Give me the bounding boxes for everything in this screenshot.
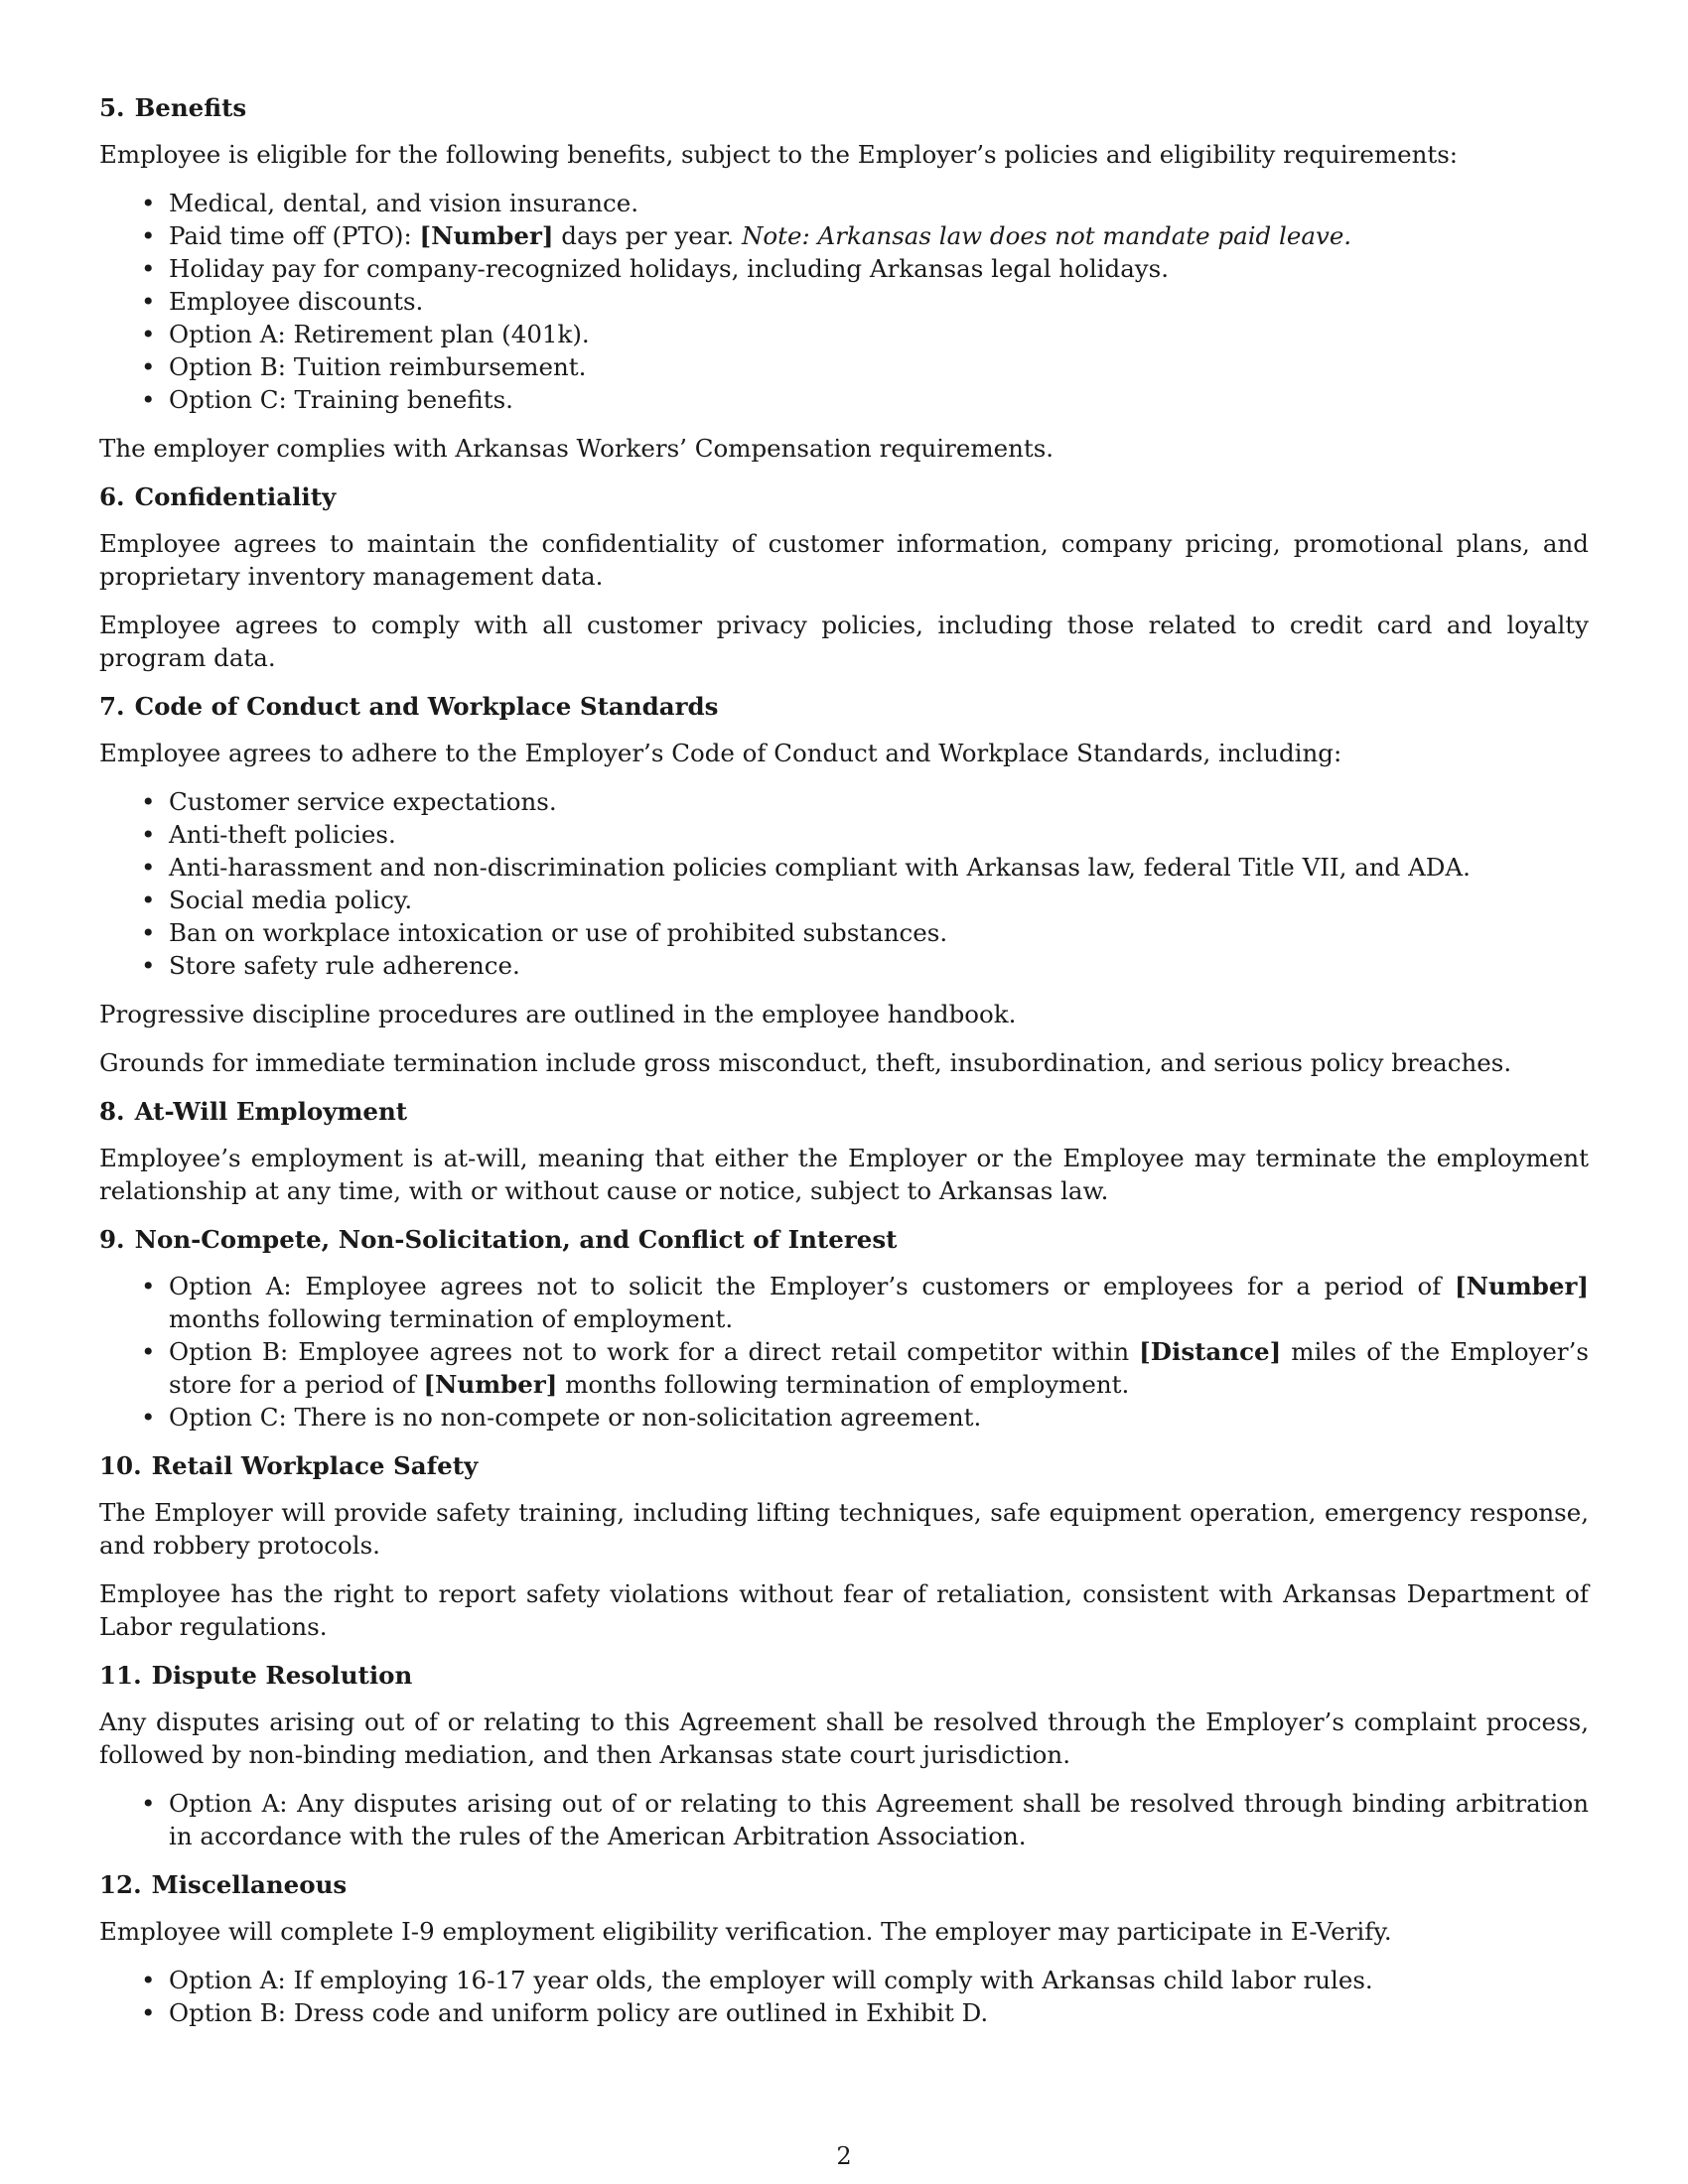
section-intro: Employee is eligible for the following benefits, subject to the Employer’s policies and eligibility requirements: xyxy=(99,140,1459,169)
section-heading: 11. Dispute Resolution xyxy=(99,1661,413,1690)
list-item: • Ban on workplace intoxication or use of prohibited substances. xyxy=(141,918,948,947)
placeholder-number: [Number] xyxy=(423,1370,558,1399)
dispute-list xyxy=(99,1787,1589,1852)
section-heading: 9. Non-Compete, Non-Solicitation, and Conflict of Interest xyxy=(99,1225,898,1254)
list-item: • Medical, dental, and vision insurance. xyxy=(141,189,639,217)
section-safety xyxy=(99,1449,1589,1643)
list-item: • Holiday pay for company-recognized holidays, including Arkansas legal holidays. xyxy=(141,254,1170,283)
section-paragraph: Any disputes arising out of or relating to this Agreement shall be resolved through the Employer’s complaint process, followed by non-binding mediation, and then Arkansas state court jurisdiction. xyxy=(99,1707,1589,1769)
section-paragraph: Employee agrees to comply with all customer privacy policies, including those related to credit card and loyalty program data. xyxy=(99,611,1589,672)
list-item: • Social media policy. xyxy=(141,886,413,914)
list-item: • Option A: Employee agrees not to solicit the Employer’s customers or employees for a period of [Number] months following termination of employment. xyxy=(141,1272,1589,1333)
section-paragraph: Employee agrees to maintain the confidentiality of customer information, company pricing, promotional plans, and proprietary inventory management data. xyxy=(99,529,1589,591)
list-item: • Store safety rule adherence. xyxy=(141,951,520,980)
list-item: • Option B: Employee agrees not to work for a direct retail competitor within [Distance] miles of the Employer’s store for a period of [Number] months following termination of employment. xyxy=(141,1337,1589,1399)
section-paragraph: Grounds for immediate termination include gross misconduct, theft, insubordination, and serious policy breaches. xyxy=(99,1048,1512,1077)
list-item: • Option C: Training benefits. xyxy=(141,385,513,414)
section-paragraph: Employee’s employment is at-will, meaning that either the Employer or the Employee may terminate the employment relationship at any time, with or without cause or notice, subject to Arkansas law. xyxy=(99,1144,1589,1205)
section-heading: 5. Benefits xyxy=(99,93,247,122)
section-paragraph: Employee will complete I-9 employment eligibility verification. The employer may participate in E-Verify. xyxy=(99,1917,1392,1946)
section-benefits xyxy=(99,91,1589,465)
document-page xyxy=(99,91,1589,2045)
list-item: • Anti-theft policies. xyxy=(141,820,396,849)
section-heading: 10. Retail Workplace Safety xyxy=(99,1451,479,1480)
list-item: • Option A: Retirement plan (401k). xyxy=(141,320,590,348)
misc-list xyxy=(99,1964,1589,2029)
list-item: • Employee discounts. xyxy=(141,287,424,316)
list-item: • Option C: There is no non-compete or non-solicitation agreement. xyxy=(141,1403,982,1432)
section-at-will xyxy=(99,1095,1589,1207)
section-paragraph: Progressive discipline procedures are outlined in the employee handbook. xyxy=(99,1000,1017,1028)
section-heading: 8. At-Will Employment xyxy=(99,1097,408,1126)
section-dispute xyxy=(99,1659,1589,1852)
section-paragraph: Employee has the right to report safety violations without fear of retaliation, consistent with Arkansas Department of Labor regulations. xyxy=(99,1579,1589,1641)
non-compete-list xyxy=(99,1270,1589,1433)
list-item: • Option B: Dress code and uniform policy are outlined in Exhibit D. xyxy=(141,1998,989,2027)
list-item: • Customer service expectations. xyxy=(141,787,557,816)
section-misc xyxy=(99,1868,1589,2029)
placeholder-number: [Number] xyxy=(419,221,554,250)
list-item: • Paid time off (PTO): [Number] days per year. Note: Arkansas law does not mandate paid leave. xyxy=(141,221,1352,250)
section-paragraph: The Employer will provide safety training, including lifting techniques, safe equipment operation, emergency response, and robbery protocols. xyxy=(99,1498,1589,1560)
note-text: Note: Arkansas law does not mandate paid leave. xyxy=(741,221,1352,250)
section-paragraph: The employer complies with Arkansas Workers’ Compensation requirements. xyxy=(99,434,1055,463)
page-number: 2 xyxy=(836,2142,852,2170)
section-conduct xyxy=(99,690,1589,1079)
section-heading: 7. Code of Conduct and Workplace Standards xyxy=(99,692,719,721)
benefits-list xyxy=(99,187,1589,416)
list-item: • Anti-harassment and non-discrimination policies compliant with Arkansas law, federal Title VII, and ADA. xyxy=(141,853,1471,882)
section-confidentiality xyxy=(99,480,1589,674)
section-intro: Employee agrees to adhere to the Employer’s Code of Conduct and Workplace Standards, including: xyxy=(99,739,1342,767)
list-item: • Option B: Tuition reimbursement. xyxy=(141,352,587,381)
conduct-list xyxy=(99,785,1589,982)
placeholder-number: [Number] xyxy=(1455,1272,1589,1300)
section-non-compete xyxy=(99,1223,1589,1433)
section-heading: 6. Confidentiality xyxy=(99,482,337,511)
placeholder-distance: [Distance] xyxy=(1139,1337,1282,1366)
list-item: • Option A: If employing 16-17 year olds, the employer will comply with Arkansas child labor rules. xyxy=(141,1966,1373,1994)
list-item: • Option A: Any disputes arising out of or relating to this Agreement shall be resolved through binding arbitration in accordance with the rules of the American Arbitration Association. xyxy=(141,1789,1589,1850)
section-heading: 12. Miscellaneous xyxy=(99,1870,348,1899)
